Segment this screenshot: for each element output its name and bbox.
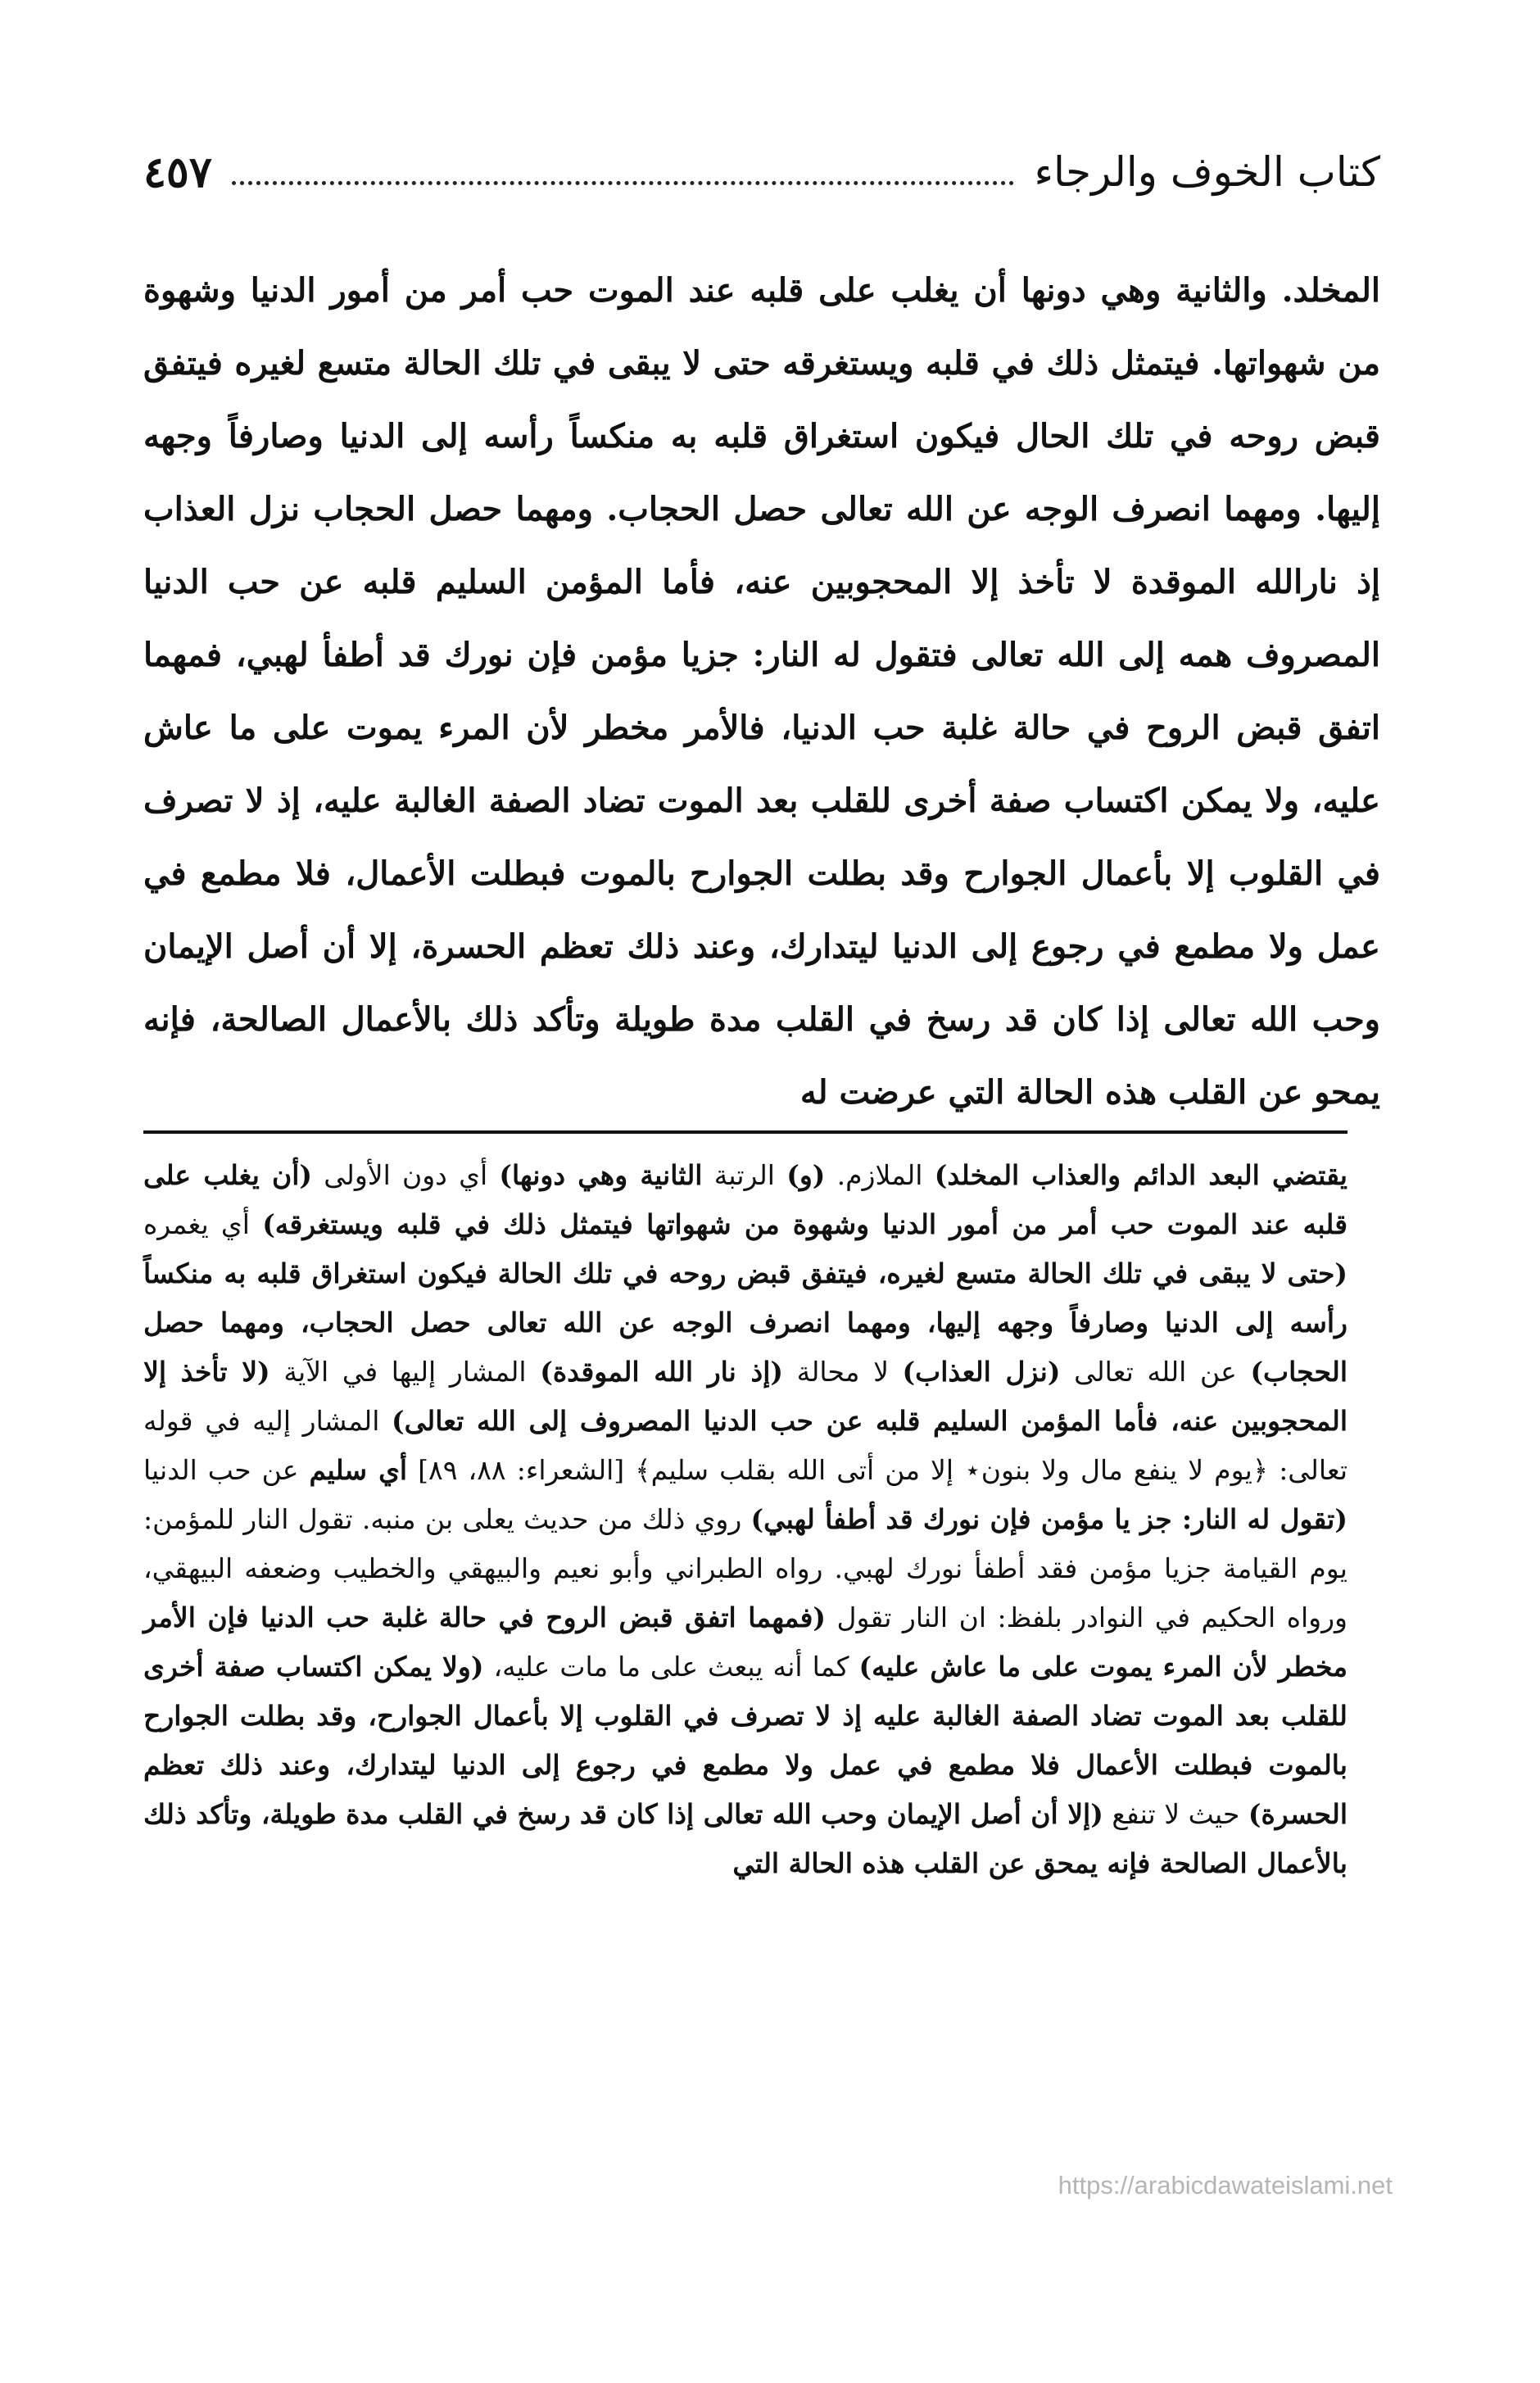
quoted-text: (إلا أن أصل الإيمان وحب الله تعالى إذا كان قد رسخ في القلب مدة طويلة، وتأكد ذلك بالأعمال الصالحة فإنه يمحق عن القلب هذه الحالة التي xyxy=(143,1798,1348,1879)
quoted-text: الثانية وهي دونها) xyxy=(499,1159,703,1191)
commentary-note: الملازم. xyxy=(825,1159,935,1191)
watermark: https://arabicdawateislami.net xyxy=(1058,2171,1393,2200)
commentary-note: الرتبة xyxy=(702,1159,787,1191)
footnote-divider xyxy=(143,1130,1348,1134)
dotted-leader xyxy=(232,181,1015,185)
quoted-text: (ولا يمكن اكتساب صفة أخرى للقلب بعد الموت تضاد الصفة الغالبة عليه إذ لا تصرف في القلوب إلا بأعمال الجوارح، وقد بطلت الجوارح بالموت فبطلت الأعمال فلا مطمع في عمل ولا مطمع في رجوع إلى الدنيا ليتدارك، وعند ذلك تعظم الحسرة) xyxy=(143,1651,1348,1830)
quoted-text: (نزل العذاب) xyxy=(902,1356,1061,1388)
quoted-text: (أن يغلب على قلبه عند الموت حب أمر من أمور الدنيا وشهوة من شهواتها فيتمثل ذلك في قلبه ويستغرقه) xyxy=(143,1159,1348,1240)
book-title: كتاب الخوف والرجاء xyxy=(1034,148,1380,196)
commentary-note: عن حب الدنيا xyxy=(143,1454,310,1486)
page-number: ٤٥٧ xyxy=(143,147,212,197)
commentary-note: روي ذلك من حديث يعلى بن منبه. تقول النار للمؤمن: يوم القيامة جزيا مؤمن فقد أطفأ نورك لهبي. رواه الطبراني وأبو نعيم والبيهقي والخطيب وضعفه البيهقي، ورواه الحكيم في النوادر بلفظ: ان النار تقول xyxy=(143,1503,1348,1633)
quoted-text: أي سليم xyxy=(309,1454,408,1486)
commentary-note: المشار إليه في قوله تعالى: ﴿يوم لا ينفع مال ولا بنون⋆ إلا من أتى الله بقلب سليم﴾ [الشعراء: ٨٨، ٨٩] xyxy=(143,1405,1348,1486)
running-head xyxy=(143,135,1380,209)
quoted-text: (إذ نار الله الموقدة) xyxy=(540,1356,783,1388)
commentary-note: حيث لا تنفع xyxy=(1103,1798,1248,1830)
commentary-text xyxy=(143,1151,1348,2171)
quoted-text: (لا تأخذ إلا المحجوبين عنه، فأما المؤمن السليم قلبه عن حب الدنيا المصروف إلى الله تعالى) xyxy=(143,1356,1348,1437)
commentary-note: المشار إليها في الآية xyxy=(270,1356,541,1388)
commentary-note: عن الله تعالى xyxy=(1060,1356,1251,1388)
main-text: المخلد. والثانية وهي دونها أن يغلب على قلبه عند الموت حب أمر من أمور الدنيا وشهوة من شهواتها. فيتمثل ذلك في قلبه ويستغرقه حتى لا يبقى في تلك الحالة متسع لغيره فيتفق قبض روحه في تلك الحال فيكون استغراق قلبه به منكساً رأسه إلى الدنيا وصارفاً وجهه إليها. ومهما انصرف الوجه عن الله تعالى حصل الحجاب. ومهما حصل الحجاب نزل العذاب إذ نارالله الموقدة لا تأخذ إلا المحجوبين عنه، فأما المؤمن السليم قلبه عن حب الدنيا المصروف همه إلى الله تعالى فتقول له النار: جزيا مؤمن فإن نورك قد أطفأ لهبي، فمهما اتفق قبض الروح في حالة غلبة حب الدنيا، فالأمر مخطر لأن المرء يموت على ما عاش عليه، ولا يمكن اكتساب صفة أخرى للقلب بعد الموت تضاد الصفة الغالبة عليه، إذ لا تصرف في القلوب إلا بأعمال الجوارح وقد بطلت الجوارح بالموت فبطلت الأعمال، فلا مطمع في عمل ولا مطمع في رجوع إلى الدنيا ليتدارك، وعند ذلك تعظم الحسرة، إلا أن أصل الإيمان وحب الله تعالى إذا كان قد رسخ في القلب مدة طويلة وتأكد ذلك بالأعمال الصالحة، فإنه يمحو عن القلب هذه الحالة التي عرضت له xyxy=(143,271,1380,1112)
commentary-note: لا محالة xyxy=(783,1356,903,1388)
commentary-note: أي يغمره xyxy=(143,1208,263,1240)
quoted-text: يقتضي البعد الدائم والعذاب المخلد) xyxy=(934,1159,1348,1191)
quoted-text: (حتى لا يبقى في تلك الحالة متسع لغيره، فيتفق قبض روحه في تلك الحالة فيكون استغراق قلبه به منكساً رأسه إلى الدنيا وصارفاً وجهه إليها، ومهما انصرف الوجه عن الله تعالى حصل الحجاب، ومهما حصل الحجاب) xyxy=(143,1257,1348,1388)
quoted-text: (فمهما اتفق قبض الروح في حالة غلبة حب الدنيا فإن الأمر مخطر لأن المرء يموت على ما عاش عليه) xyxy=(143,1602,1348,1683)
commentary-note: أي دون الأولى xyxy=(312,1159,500,1191)
quoted-text: (تقول له النار: جز يا مؤمن فإن نورك قد أطفأ لهبي) xyxy=(750,1503,1348,1535)
commentary-note: كما أنه يبعث على ما مات عليه، xyxy=(483,1651,859,1683)
quoted-text: (و) xyxy=(786,1159,826,1191)
